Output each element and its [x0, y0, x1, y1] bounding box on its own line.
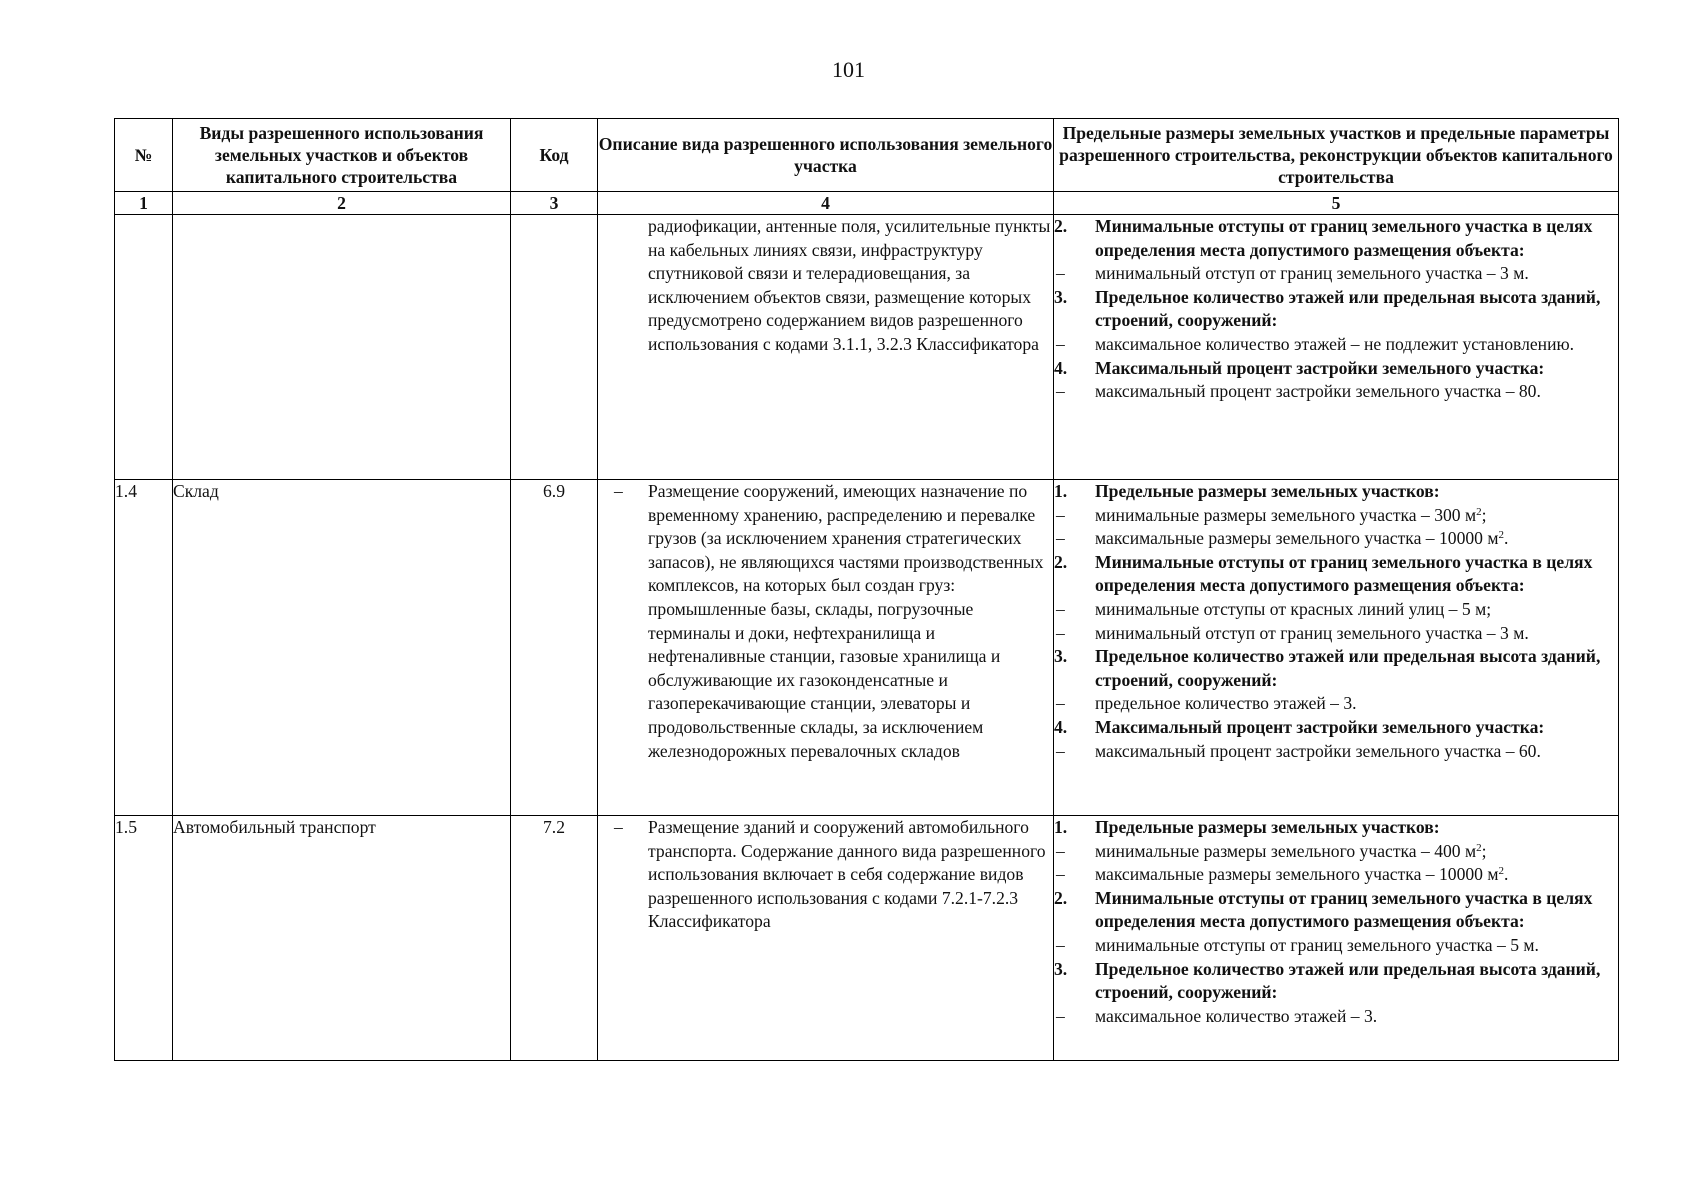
parameter-text: Предельные размеры земельных участков:: [1095, 481, 1440, 501]
parameter-marker: –: [1056, 934, 1065, 955]
column-number: 2: [173, 192, 511, 215]
parameter-text: максимальные размеры земельного участка – 10000 м: [1095, 864, 1499, 885]
parameter-text: минимальный отступ от границ земельного участка – 3 м.: [1095, 622, 1529, 643]
square-superscript: 2: [1498, 529, 1504, 542]
description-item: [598, 480, 1053, 763]
parameter-text: минимальные отступы от красных линий улиц – 5 м;: [1095, 598, 1492, 619]
description-item: [598, 215, 1053, 357]
parameters-cell: [1054, 480, 1619, 816]
use-code: 6.9: [511, 480, 598, 816]
parameter-marker: 3.: [1054, 286, 1068, 307]
parameter-value: [1054, 527, 1618, 551]
parameter-heading: [1054, 357, 1618, 381]
parameter-value: [1054, 622, 1618, 646]
parameter-heading: [1054, 286, 1618, 333]
parameter-text: Минимальные отступы от границ земельного участка в целях определения места допустимого размещения объекта:: [1095, 551, 1593, 596]
parameter-marker: 2.: [1054, 551, 1068, 572]
parameter-text: предельное количество этажей – 3.: [1095, 693, 1357, 714]
description-dash: –: [614, 481, 623, 501]
parameter-marker: –: [1056, 333, 1065, 354]
parameter-heading: [1054, 958, 1618, 1005]
parameter-value: [1054, 1005, 1618, 1029]
parameter-value: [1054, 262, 1618, 286]
parameter-marker: –: [1056, 864, 1065, 885]
header-name: Виды разрешенного использования земельных участков и объектов капитального строительства: [173, 119, 511, 192]
parameter-marker: 1.: [1054, 481, 1068, 501]
description-item: [598, 816, 1053, 934]
square-superscript: 2: [1476, 505, 1482, 518]
description-text: Размещение зданий и сооружений автомобильного транспорта. Содержание данного вида разрешенного использования включает в себя содержание видов разрешенного использования с кодами 7.2.1-7.2.3 Классификатора: [648, 817, 1046, 932]
parameter-punctuation: ;: [1481, 840, 1487, 861]
header-description: Описание вида разрешенного использования земельного участка: [598, 119, 1054, 192]
header-row: [115, 119, 1619, 192]
parameter-value: [1054, 333, 1618, 357]
parameter-value: [1054, 863, 1618, 887]
parameter-marker: 2.: [1054, 216, 1068, 236]
parameter-heading: [1054, 551, 1618, 598]
parameter-text: минимальные размеры земельного участка – 300 м: [1095, 504, 1477, 525]
parameter-marker: –: [1056, 1005, 1065, 1026]
column-number: 5: [1054, 192, 1619, 215]
parameter-text: максимальный процент застройки земельного участка – 60.: [1095, 740, 1541, 761]
parameter-text: минимальный отступ от границ земельного участка – 3 м.: [1095, 263, 1529, 284]
use-description: [598, 816, 1054, 1061]
parameter-punctuation: ;: [1481, 504, 1487, 525]
header-params: Предельные размеры земельных участков и предельные параметры разрешенного строительства, реконструкции объектов капитального строительства: [1054, 119, 1619, 192]
description-text: радиофикации, антенные поля, усилительные пункты на кабельных линиях связи, инфраструктуру спутниковой связи и телерадиовещания, за исключением объектов связи, размещение которых предусмотрено содержанием видов разрешенного использования с кодами 3.1.1, 3.2.3 Классификатора: [648, 216, 1051, 354]
parameter-text: максимальное количество этажей – 3.: [1095, 1005, 1378, 1026]
parameter-text: максимальное количество этажей – не подлежит установлению.: [1095, 333, 1575, 354]
parameter-value: [1054, 504, 1618, 528]
parameter-text: Минимальные отступы от границ земельного участка в целях определения места допустимого размещения объекта:: [1095, 216, 1593, 260]
parameter-marker: 2.: [1054, 887, 1068, 908]
table-row: [115, 215, 1619, 480]
permitted-use-name: [173, 215, 511, 480]
parameter-heading: [1054, 480, 1618, 504]
parameter-marker: –: [1056, 740, 1065, 761]
table-row: [115, 480, 1619, 816]
parameters-cell: [1054, 215, 1619, 480]
use-code: 7.2: [511, 816, 598, 1061]
parameter-text: Максимальный процент застройки земельного участка:: [1095, 357, 1545, 378]
zoning-table: [114, 118, 1619, 1061]
parameter-marker: –: [1056, 381, 1065, 402]
parameter-heading: [1054, 887, 1618, 934]
parameter-marker: 4.: [1054, 716, 1068, 737]
parameter-value: [1054, 598, 1618, 622]
parameter-marker: –: [1056, 840, 1065, 861]
parameter-text: Предельное количество этажей или предельная высота зданий, строений, сооружений:: [1095, 646, 1601, 690]
table-row: [115, 816, 1619, 1061]
parameter-marker: –: [1056, 504, 1065, 525]
parameter-marker: 3.: [1054, 646, 1068, 667]
description-text: Размещение сооружений, имеющих назначение по временному хранению, распределению и перевалке грузов (за исключением хранения стратегических запасов), не являющихся частями производственных комплексов, на которых был создан груз: промышленные базы, склады, погрузочные терминалы и доки, нефтехранилища и нефтеналивные станции, газовые хранилища и обслуживающие их газоконденсатные и газоперекачивающие станции, элеваторы и продовольственные склады, за исключением железнодорожных перевалочных складов: [648, 481, 1044, 761]
parameter-heading: [1054, 645, 1618, 692]
parameter-marker: 4.: [1054, 357, 1068, 378]
parameter-text: Предельное количество этажей или предельная высота зданий, строений, сооружений:: [1095, 958, 1601, 1003]
column-number: 1: [115, 192, 173, 215]
parameter-marker: –: [1056, 622, 1065, 643]
use-code: [511, 215, 598, 480]
header-code: Код: [511, 119, 598, 192]
description-dash: –: [614, 817, 623, 837]
parameter-marker: –: [1056, 263, 1065, 284]
parameter-punctuation: .: [1504, 528, 1509, 549]
parameter-text: Предельное количество этажей или предельная высота зданий, строений, сооружений:: [1095, 286, 1601, 331]
parameter-heading: [1054, 816, 1618, 840]
page-number: 101: [832, 57, 865, 82]
parameter-text: Максимальный процент застройки земельного участка:: [1095, 716, 1545, 737]
column-number: 3: [511, 192, 598, 215]
square-superscript: 2: [1476, 841, 1482, 854]
column-number-row: [115, 192, 1619, 215]
parameter-marker: 1.: [1054, 817, 1068, 837]
parameter-marker: –: [1056, 693, 1065, 714]
parameter-marker: –: [1056, 598, 1065, 619]
column-number: 4: [598, 192, 1054, 215]
permitted-use-name: Склад: [173, 480, 511, 816]
parameter-text: Предельные размеры земельных участков:: [1095, 817, 1440, 837]
parameter-value: [1054, 692, 1618, 716]
header-no: №: [115, 119, 173, 192]
square-superscript: 2: [1498, 865, 1504, 878]
parameter-punctuation: .: [1504, 864, 1509, 885]
row-number: [115, 215, 173, 480]
parameter-text: минимальные размеры земельного участка – 400 м: [1095, 840, 1477, 861]
use-description: [598, 215, 1054, 480]
parameter-text: минимальные отступы от границ земельного участка – 5 м.: [1095, 934, 1539, 955]
permitted-use-name: Автомобильный транспорт: [173, 816, 511, 1061]
parameter-marker: 3.: [1054, 958, 1068, 979]
parameter-value: [1054, 740, 1618, 764]
use-description: [598, 480, 1054, 816]
parameters-cell: [1054, 816, 1619, 1061]
parameter-value: [1054, 934, 1618, 958]
parameter-value: [1054, 380, 1618, 404]
parameter-text: Минимальные отступы от границ земельного участка в целях определения места допустимого размещения объекта:: [1095, 887, 1593, 932]
parameter-text: максимальные размеры земельного участка – 10000 м: [1095, 528, 1499, 549]
parameter-value: [1054, 840, 1618, 864]
parameter-heading: [1054, 716, 1618, 740]
parameter-text: максимальный процент застройки земельного участка – 80.: [1095, 381, 1541, 402]
row-number: 1.5: [115, 816, 173, 1061]
parameter-marker: –: [1056, 528, 1065, 549]
parameter-heading: [1054, 215, 1618, 262]
row-number: 1.4: [115, 480, 173, 816]
